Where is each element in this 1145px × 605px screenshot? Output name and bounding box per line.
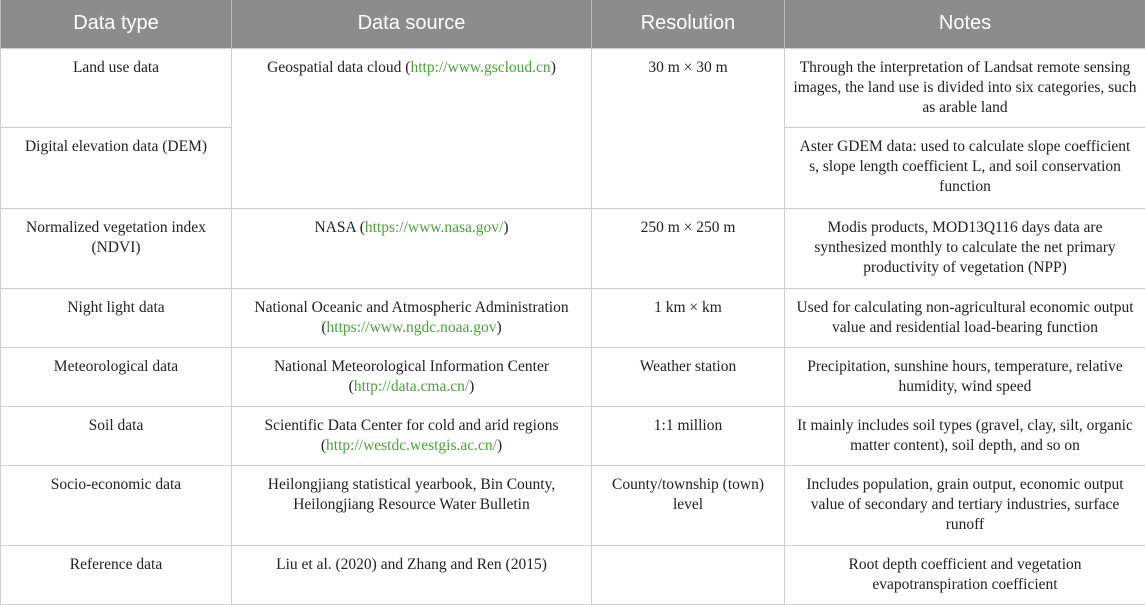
table-row bbox=[1, 208, 1145, 288]
source-text: Geospatial data cloud ( bbox=[267, 59, 410, 76]
table-header-row bbox=[1, 0, 1145, 48]
table-row bbox=[1, 48, 1145, 127]
column-header-data-type: Data type bbox=[1, 0, 232, 48]
source-after: ) bbox=[551, 59, 556, 76]
cell-resolution: 1:1 million bbox=[592, 406, 785, 465]
source-link[interactable]: http://www.gscloud.cn bbox=[410, 59, 550, 76]
cell-data-source: Heilongjiang statistical yearbook, Bin County, Heilongjiang Resource Water Bulletin bbox=[232, 465, 592, 545]
cell-data-type: Meteorological data bbox=[1, 347, 232, 406]
cell-data-type: Soil data bbox=[1, 406, 232, 465]
cell-notes: It mainly includes soil types (gravel, clay, silt, organic matter content), soil depth, and so on bbox=[785, 406, 1145, 465]
source-after: ) bbox=[496, 319, 501, 336]
cell-data-type: Night light data bbox=[1, 288, 232, 347]
source-link[interactable]: https://www.ngdc.noaa.gov bbox=[327, 319, 497, 336]
cell-resolution: Weather station bbox=[592, 347, 785, 406]
source-link[interactable]: http://westdc.westgis.ac.cn/ bbox=[326, 437, 497, 454]
cell-resolution: 1 km × km bbox=[592, 288, 785, 347]
cell-notes: Used for calculating non-agricultural economic output value and residential load-bearing function bbox=[785, 288, 1145, 347]
cell-data-type: Reference data bbox=[1, 545, 232, 604]
cell-data-type: Socio-economic data bbox=[1, 465, 232, 545]
column-header-data-source: Data source bbox=[232, 0, 592, 48]
source-link[interactable]: http://data.cma.cn/ bbox=[354, 378, 469, 395]
cell-data-source bbox=[232, 406, 592, 465]
cell-notes: Modis products, MOD13Q116 days data are synthesized monthly to calculate the net primary productivity of vegetation (NPP) bbox=[785, 208, 1145, 288]
cell-data-source bbox=[232, 208, 592, 288]
table-row bbox=[1, 545, 1145, 604]
table-row bbox=[1, 288, 1145, 347]
cell-notes: Root depth coefficient and vegetation evapotranspiration coefficient bbox=[785, 545, 1145, 604]
cell-data-source bbox=[232, 48, 592, 208]
source-text: National Meteorological Information Center ( bbox=[274, 358, 549, 395]
cell-resolution: County/township (town) level bbox=[592, 465, 785, 545]
cell-data-source bbox=[232, 288, 592, 347]
source-text: Scientific Data Center for cold and arid regions ( bbox=[265, 417, 559, 454]
cell-resolution: 250 m × 250 m bbox=[592, 208, 785, 288]
source-after: ) bbox=[503, 219, 508, 236]
cell-notes: Precipitation, sunshine hours, temperature, relative humidity, wind speed bbox=[785, 347, 1145, 406]
cell-resolution bbox=[592, 545, 785, 604]
cell-data-type: Digital elevation data (DEM) bbox=[1, 127, 232, 208]
cell-data-type: Normalized vegetation index (NDVI) bbox=[1, 208, 232, 288]
source-text: National Oceanic and Atmospheric Administration ( bbox=[254, 299, 568, 336]
cell-resolution: 30 m × 30 m bbox=[592, 48, 785, 208]
table-row bbox=[1, 465, 1145, 545]
cell-notes: Includes population, grain output, economic output value of secondary and tertiary industries, surface runoff bbox=[785, 465, 1145, 545]
column-header-resolution: Resolution bbox=[592, 0, 785, 48]
source-text: NASA ( bbox=[314, 219, 364, 236]
cell-data-source bbox=[232, 347, 592, 406]
column-header-notes: Notes bbox=[785, 0, 1145, 48]
cell-data-type: Land use data bbox=[1, 48, 232, 127]
source-after: ) bbox=[497, 437, 502, 454]
table-row bbox=[1, 406, 1145, 465]
cell-notes: Aster GDEM data: used to calculate slope coefficient s, slope length coefficient L, and soil conservation function bbox=[785, 127, 1145, 208]
source-after: ) bbox=[469, 378, 474, 395]
source-link[interactable]: https://www.nasa.gov/ bbox=[365, 219, 504, 236]
cell-data-source: Liu et al. (2020) and Zhang and Ren (2015) bbox=[232, 545, 592, 604]
cell-notes: Through the interpretation of Landsat remote sensing images, the land use is divided into six categories, such as arable land bbox=[785, 48, 1145, 127]
table-row bbox=[1, 347, 1145, 406]
